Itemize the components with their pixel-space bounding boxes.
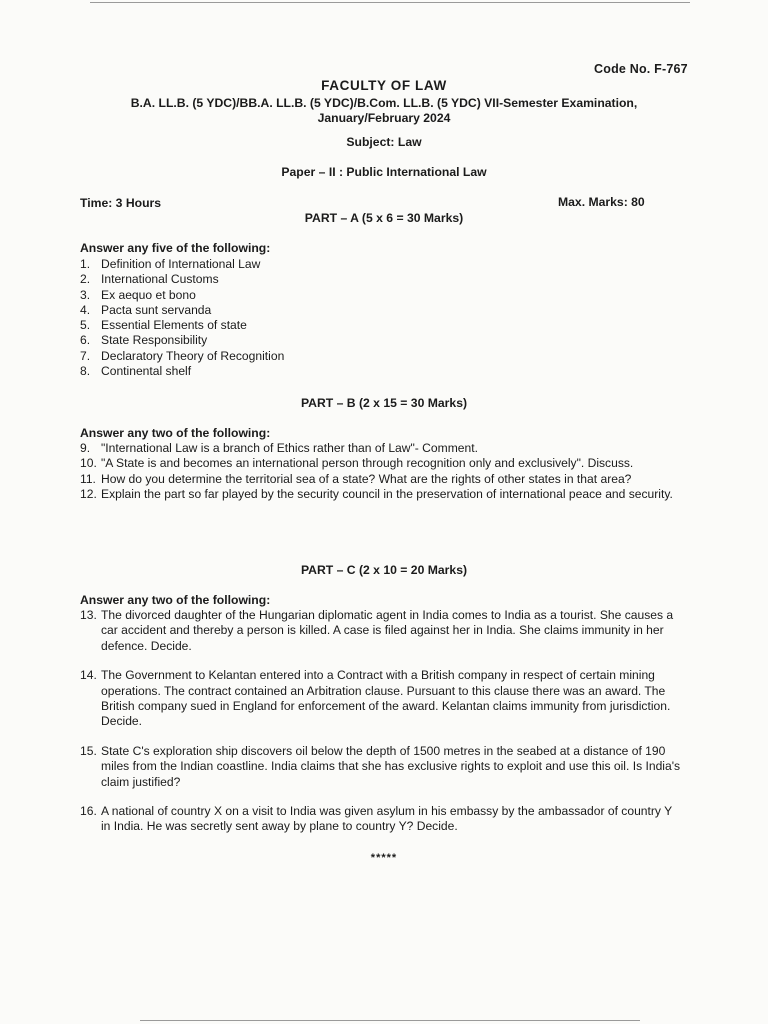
part-a-heading: PART – A (5 x 6 = 30 Marks) bbox=[304, 211, 464, 225]
question-item bbox=[80, 303, 700, 318]
question-item bbox=[80, 487, 682, 502]
question-number: 5. bbox=[80, 318, 91, 333]
question-number: 10. bbox=[80, 456, 97, 471]
question-text: Pacta sunt servanda bbox=[101, 302, 212, 317]
time-allowed: Time: 3 Hours bbox=[80, 196, 162, 210]
end-of-paper-mark: ***** bbox=[370, 852, 398, 864]
question-number: 11. bbox=[80, 471, 96, 486]
question-number: 8. bbox=[80, 364, 91, 379]
question-item bbox=[80, 349, 700, 364]
question-text: The Government to Kelantan entered into a Contract with a British company in respect of certain mining operations. The contract contained an Arbitration clause. Pursuant to this clause there was an award. The British company sued in England for enforcement of the award. Kelantan claims immunity from jurisdiction. Decide. bbox=[101, 668, 671, 729]
part-b-heading: PART – B (2 x 15 = 30 Marks) bbox=[300, 396, 468, 410]
paper-title: Paper – II : Public International Law bbox=[281, 165, 487, 179]
question-number: 3. bbox=[80, 287, 91, 302]
question-number: 2. bbox=[80, 272, 91, 287]
question-item bbox=[80, 333, 700, 348]
question-text: "A State is and becomes an international person through recognition only and exclusively". Discuss. bbox=[101, 456, 634, 471]
part-c-instruction: Answer any two of the following: bbox=[80, 593, 271, 607]
question-text: The divorced daughter of the Hungarian diplomatic agent in India comes to India as a tourist. She causes a car accident and thereby a person is killed. A case is filed against her in India. She claims immunity in her defence. Decide. bbox=[101, 608, 674, 653]
question-number: 4. bbox=[80, 302, 91, 317]
question-item bbox=[80, 804, 682, 835]
question-text: Definition of International Law bbox=[101, 257, 261, 271]
question-number: 1. bbox=[80, 257, 91, 271]
part-a-questions bbox=[80, 257, 700, 379]
question-item bbox=[80, 364, 700, 379]
question-text: Continental shelf bbox=[101, 364, 192, 379]
question-text: Explain the part so far played by the security council in the preservation of international peace and security. bbox=[101, 487, 673, 502]
scan-bottom-edge bbox=[140, 1020, 640, 1021]
question-number: 15. bbox=[80, 743, 97, 758]
question-item bbox=[80, 441, 682, 456]
code-number: Code No. F-767 bbox=[594, 62, 688, 76]
question-text: Declaratory Theory of Recognition bbox=[101, 348, 285, 363]
question-number: 6. bbox=[80, 333, 91, 348]
question-item bbox=[80, 288, 700, 303]
part-c-questions bbox=[80, 608, 682, 835]
exam-session: January/February 2024 bbox=[317, 111, 451, 125]
question-text: "International Law is a branch of Ethics rather than of Law"- Comment. bbox=[101, 441, 478, 455]
question-number: 13. bbox=[80, 608, 97, 622]
question-text: A national of country X on a visit to India was given asylum in his embassy by the ambassador of country Y in India. He was secretly sent away by plane to country Y? Decide. bbox=[101, 804, 672, 834]
scan-top-edge bbox=[90, 2, 690, 3]
part-c-heading: PART – C (2 x 10 = 20 Marks) bbox=[300, 563, 468, 577]
part-b-questions bbox=[80, 441, 682, 503]
question-text: State C's exploration ship discovers oil below the depth of 1500 metres in the seabed at a distance of 190 miles from the Indian coastline. India claims that she has exclusive rights to exploit and use this oil. Is India's claim justified? bbox=[101, 743, 681, 789]
question-text: Essential Elements of state bbox=[101, 318, 247, 333]
question-item bbox=[80, 318, 700, 333]
question-item bbox=[80, 257, 700, 272]
question-text: Ex aequo et bono bbox=[101, 287, 196, 302]
question-number: 14. bbox=[80, 668, 97, 683]
question-number: 7. bbox=[80, 348, 91, 363]
max-marks: Max. Marks: 80 bbox=[558, 195, 645, 209]
question-number: 12. bbox=[80, 487, 97, 502]
question-number: 9. bbox=[80, 441, 91, 455]
question-item bbox=[80, 472, 682, 487]
part-a-instruction: Answer any five of the following: bbox=[80, 241, 271, 255]
question-item bbox=[80, 744, 682, 790]
question-item bbox=[80, 668, 682, 730]
question-text: State Responsibility bbox=[101, 333, 208, 348]
question-number: 16. bbox=[80, 804, 97, 819]
question-text: How do you determine the territorial sea of a state? What are the rights of other states in that area? bbox=[101, 471, 632, 486]
course-line: B.A. LL.B. (5 YDC)/BB.A. LL.B. (5 YDC)/B.Com. LL.B. (5 YDC) VII-Semester Examination, bbox=[130, 96, 638, 110]
part-b-instruction: Answer any two of the following: bbox=[80, 426, 271, 440]
question-item bbox=[80, 456, 682, 471]
faculty-title: FACULTY OF LAW bbox=[321, 78, 447, 93]
subject-line: Subject: Law bbox=[346, 135, 422, 149]
question-text: International Customs bbox=[101, 272, 219, 287]
question-item bbox=[80, 272, 700, 287]
question-item bbox=[80, 608, 682, 654]
